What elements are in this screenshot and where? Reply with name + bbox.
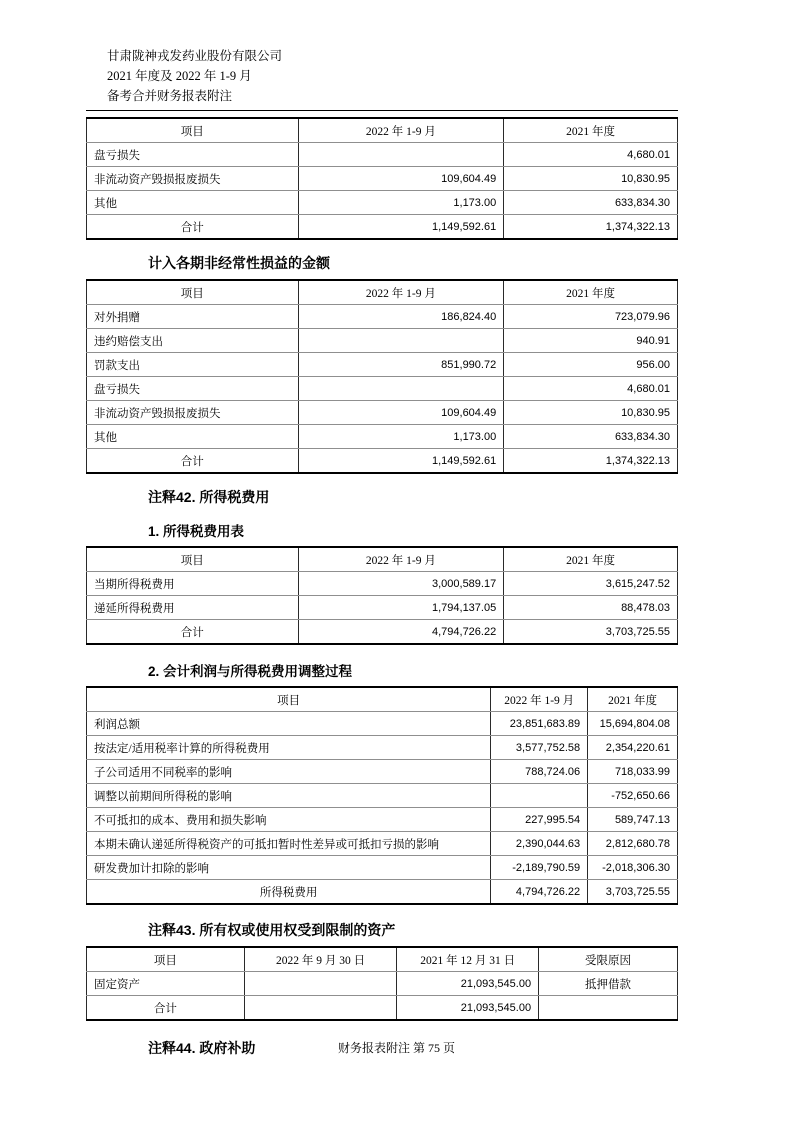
table-header-row <box>87 947 678 972</box>
cell: -752,650.66 <box>588 784 678 808</box>
row-label: 违约赔偿支出 <box>87 329 299 353</box>
row-label: 合计 <box>87 620 299 645</box>
row-label: 非流动资产毁损报废损失 <box>87 167 299 191</box>
cell: 抵押借款 <box>539 972 678 996</box>
cell: 10,830.95 <box>504 167 678 191</box>
column-header: 项目 <box>87 118 299 143</box>
table-restricted-assets <box>86 946 678 1021</box>
column-header: 2021 年度 <box>504 547 678 572</box>
table-row <box>87 305 678 329</box>
cell: 10,830.95 <box>504 401 678 425</box>
cell: 940.91 <box>504 329 678 353</box>
cell <box>298 377 504 401</box>
table-row <box>87 736 678 760</box>
cell: 851,990.72 <box>298 353 504 377</box>
cell: 88,478.03 <box>504 596 678 620</box>
table-row <box>87 996 678 1021</box>
cell: 227,995.54 <box>491 808 588 832</box>
company-name: 甘肃陇神戎发药业股份有限公司 <box>107 49 283 63</box>
table-nonrecurring-by-period <box>86 279 678 474</box>
content-area <box>86 0 678 1058</box>
row-label: 子公司适用不同税率的影响 <box>87 760 491 784</box>
cell: 633,834.30 <box>504 425 678 449</box>
column-header: 2022 年 1-9 月 <box>298 280 504 305</box>
table-row <box>87 425 678 449</box>
cell <box>244 972 396 996</box>
heading-note43: 注释43. 所有权或使用权受到限制的资产 <box>148 922 396 938</box>
heading-income-tax-expense-table: 1. 所得税费用表 <box>148 524 245 539</box>
row-label: 固定资产 <box>87 972 245 996</box>
column-header: 2022 年 1-9 月 <box>298 118 504 143</box>
row-label: 盘亏损失 <box>87 143 299 167</box>
table-row <box>87 401 678 425</box>
table-row <box>87 620 678 645</box>
column-header: 受限原因 <box>539 947 678 972</box>
table-row <box>87 808 678 832</box>
row-label: 所得税费用 <box>87 880 491 905</box>
heading-note44: 注释44. 政府补助 <box>148 1040 256 1056</box>
cell: 1,173.00 <box>298 191 504 215</box>
cell <box>244 996 396 1021</box>
cell: 4,680.01 <box>504 377 678 401</box>
cell: 21,093,545.00 <box>397 996 539 1021</box>
table-row <box>87 572 678 596</box>
cell: -2,018,306.30 <box>588 856 678 880</box>
table-row <box>87 353 678 377</box>
cell: 1,149,592.61 <box>298 215 504 240</box>
page-footer: 财务报表附注 第 75 页 <box>337 1041 455 1055</box>
heading-nonrecurring-amount: 计入各期非经常性损益的金额 <box>148 255 330 271</box>
table-row <box>87 712 678 736</box>
row-label: 不可抵扣的成本、费用和损失影响 <box>87 808 491 832</box>
cell: 2,354,220.61 <box>588 736 678 760</box>
cell: 23,851,683.89 <box>491 712 588 736</box>
table-row <box>87 377 678 401</box>
table-header-row <box>87 547 678 572</box>
cell: -2,189,790.59 <box>491 856 588 880</box>
row-label: 按法定/适用税率计算的所得税费用 <box>87 736 491 760</box>
cell: 21,093,545.00 <box>397 972 539 996</box>
table-row <box>87 972 678 996</box>
cell: 109,604.49 <box>298 401 504 425</box>
cell: 1,149,592.61 <box>298 449 504 474</box>
table-row <box>87 191 678 215</box>
table-row <box>87 143 678 167</box>
column-header: 2021 年度 <box>504 280 678 305</box>
cell: 3,703,725.55 <box>504 620 678 645</box>
cell <box>539 996 678 1021</box>
cell: 15,694,804.08 <box>588 712 678 736</box>
table-row <box>87 880 678 905</box>
report-title: 备考合并财务报表附注 <box>107 89 233 103</box>
cell: 3,703,725.55 <box>588 880 678 905</box>
column-header: 2022 年 1-9 月 <box>298 547 504 572</box>
table-income-tax-expense <box>86 546 678 645</box>
column-header: 2021 年度 <box>504 118 678 143</box>
cell: 633,834.30 <box>504 191 678 215</box>
cell: 4,794,726.22 <box>491 880 588 905</box>
table-row <box>87 215 678 240</box>
table-row <box>87 856 678 880</box>
cell: 2,390,044.63 <box>491 832 588 856</box>
cell <box>298 143 504 167</box>
row-label: 合计 <box>87 996 245 1021</box>
cell: 1,794,137.05 <box>298 596 504 620</box>
column-header: 2021 年 12 月 31 日 <box>397 947 539 972</box>
cell: 2,812,680.78 <box>588 832 678 856</box>
cell: 4,794,726.22 <box>298 620 504 645</box>
table-row <box>87 329 678 353</box>
cell: 1,374,322.13 <box>504 449 678 474</box>
row-label: 盘亏损失 <box>87 377 299 401</box>
row-label: 罚款支出 <box>87 353 299 377</box>
row-label: 合计 <box>87 449 299 474</box>
row-label: 其他 <box>87 425 299 449</box>
cell <box>298 329 504 353</box>
column-header: 项目 <box>87 547 299 572</box>
table-row <box>87 449 678 474</box>
table-row <box>87 784 678 808</box>
cell: 109,604.49 <box>298 167 504 191</box>
row-label: 非流动资产毁损报废损失 <box>87 401 299 425</box>
header-rule <box>86 110 678 111</box>
row-label: 对外捐赠 <box>87 305 299 329</box>
heading-tax-reconciliation: 2. 会计利润与所得税费用调整过程 <box>148 664 353 679</box>
column-header: 2022 年 1-9 月 <box>491 687 588 712</box>
table-header-row <box>87 280 678 305</box>
table-header-row <box>87 687 678 712</box>
cell: 589,747.13 <box>588 808 678 832</box>
column-header: 项目 <box>87 947 245 972</box>
row-label: 利润总额 <box>87 712 491 736</box>
cell: 1,374,322.13 <box>504 215 678 240</box>
column-header: 2022 年 9 月 30 日 <box>244 947 396 972</box>
cell: 3,000,589.17 <box>298 572 504 596</box>
document-header <box>86 0 678 106</box>
table-tax-reconciliation <box>86 686 678 905</box>
cell: 3,577,752.58 <box>491 736 588 760</box>
column-header: 项目 <box>87 687 491 712</box>
row-label: 调整以前期间所得税的影响 <box>87 784 491 808</box>
cell: 718,033.99 <box>588 760 678 784</box>
row-label: 本期未确认递延所得税资产的可抵扣暂时性差异或可抵扣亏损的影响 <box>87 832 491 856</box>
row-label: 当期所得税费用 <box>87 572 299 596</box>
row-label: 研发费加计扣除的影响 <box>87 856 491 880</box>
cell: 723,079.96 <box>504 305 678 329</box>
table-row <box>87 596 678 620</box>
column-header: 项目 <box>87 280 299 305</box>
table-nonrecurring-items-continued <box>86 117 678 240</box>
report-period: 2021 年度及 2022 年 1-9 月 <box>107 69 252 83</box>
cell: 186,824.40 <box>298 305 504 329</box>
table-row <box>87 760 678 784</box>
table-row <box>87 167 678 191</box>
table-header-row <box>87 118 678 143</box>
cell: 956.00 <box>504 353 678 377</box>
cell: 3,615,247.52 <box>504 572 678 596</box>
cell <box>491 784 588 808</box>
cell: 4,680.01 <box>504 143 678 167</box>
row-label: 其他 <box>87 191 299 215</box>
row-label: 合计 <box>87 215 299 240</box>
column-header: 2021 年度 <box>588 687 678 712</box>
heading-note42: 注释42. 所得税费用 <box>148 489 270 505</box>
table-row <box>87 832 678 856</box>
cell: 788,724.06 <box>491 760 588 784</box>
cell: 1,173.00 <box>298 425 504 449</box>
row-label: 递延所得税费用 <box>87 596 299 620</box>
